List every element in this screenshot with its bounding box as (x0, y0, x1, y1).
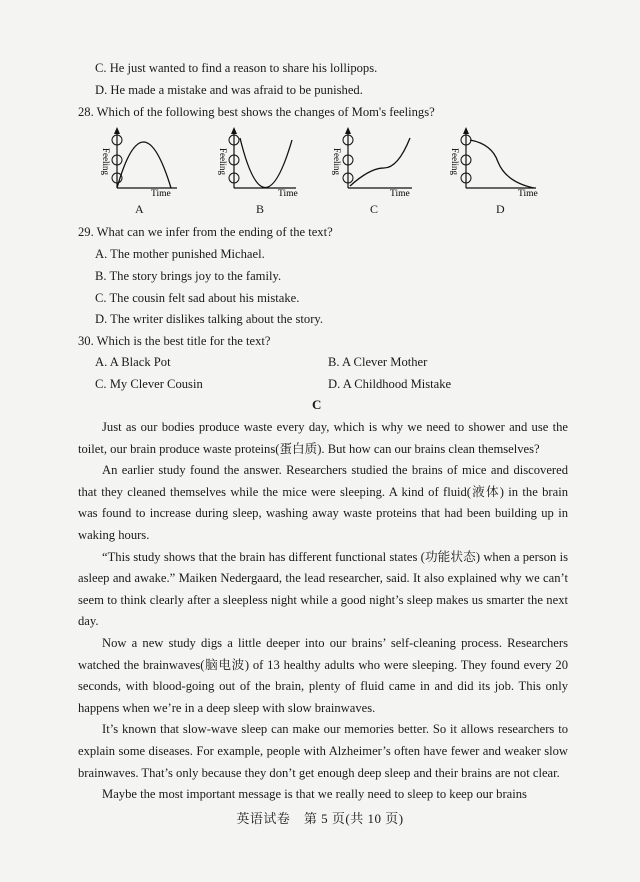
q27-option-c: C. He just wanted to find a reason to share his lollipops. (95, 61, 378, 75)
q29-option-d: D. The writer dislikes talking about the story. (95, 312, 324, 326)
q28-stem: 28. Which of the following best shows the changes of Mom's feelings? (78, 105, 435, 119)
passage-c (78, 417, 568, 806)
q29-option-b: B. The story brings joy to the family. (95, 269, 282, 283)
page-footer: 英语试卷 第 5 页(共 10 页) (236, 811, 404, 826)
paragraph-4: Now a new study digs a little deeper into our brains’ self-cleaning process. Researchers watched the brainwaves(脑电波) of 13 healthy adults who were sleeping. They found every 20 seconds, with blood-going out of the brain, plenty of fluid came in and did its job. This only happens when we’re in a deep sleep with slow brainwaves. (78, 635, 568, 715)
graph-a-xlabel: Time (151, 189, 171, 196)
graph-b-letter: B (256, 202, 265, 216)
graph-b-xlabel: Time (278, 189, 298, 196)
graph-d-xlabel: Time (518, 189, 538, 196)
q30-option-d: D. A Childhood Mistake (328, 377, 452, 391)
graph-option-b (212, 126, 332, 221)
graph-c-letter: C (370, 202, 379, 216)
graph-a-letter: A (135, 202, 144, 216)
paragraph-1: Just as our bodies produce waste every day, which is why we need to shower and use the toilet, our brain produce waste proteins(蛋白质). But how can our brains clean themselves? (78, 420, 568, 456)
q29-option-c: C. The cousin felt sad about his mistake. (95, 291, 300, 305)
graph-d-plot (444, 126, 564, 196)
q30-option-b: B. A Clever Mother (328, 355, 428, 369)
graph-option-d (444, 126, 564, 221)
graph-c-ylabel: Feeling (332, 148, 342, 175)
graph-a-plot (95, 126, 215, 196)
q29-stem: 29. What can we infer from the ending of the text? (78, 225, 333, 239)
q30-stem: 30. Which is the best title for the text? (78, 334, 271, 348)
paragraph-5: It’s known that slow-wave sleep can make our memories better. So it allows researchers to explain some diseases. For example, people with Alzheimer’s often have fewer and weaker slow brainwaves. That’s only because they don’t get enough deep sleep and their brains are not clear. (78, 722, 568, 780)
graph-c-xlabel: Time (390, 189, 410, 196)
paragraph-3: “This study shows that the brain has different functional states (功能状态) when a person is asleep and awake.” Maiken Nedergaard, the lead researcher, said. It also explained why we can’t seem to think clearly after a sleepless night while a good night’s sleep makes us smarter the next day. (78, 549, 568, 629)
graph-option-c (326, 126, 446, 221)
q29-option-a: A. The mother punished Michael. (95, 247, 265, 261)
section-heading: C (312, 397, 322, 412)
graph-d-letter: D (496, 202, 505, 216)
graph-b-ylabel: Feeling (218, 148, 228, 175)
paragraph-2: An earlier study found the answer. Researchers studied the brains of mice and discovered that they cleaned themselves while the mice were sleeping. A kind of fluid(液体) in the brain was found to increase during sleep, washing away waste proteins that had been building up in waking hours. (78, 463, 568, 542)
graph-c-plot (326, 126, 446, 196)
paragraph-6: Maybe the most important message is that we really need to sleep to keep our brains (102, 787, 527, 802)
graph-b-plot (212, 126, 332, 196)
q27-option-d: D. He made a mistake and was afraid to be punished. (95, 83, 363, 97)
q30-option-a: A. A Black Pot (95, 355, 171, 369)
graph-a-ylabel: Feeling (101, 148, 111, 175)
q30-option-c: C. My Clever Cousin (95, 377, 203, 391)
graph-option-a (95, 126, 215, 221)
graph-d-ylabel: Feeling (450, 148, 460, 175)
